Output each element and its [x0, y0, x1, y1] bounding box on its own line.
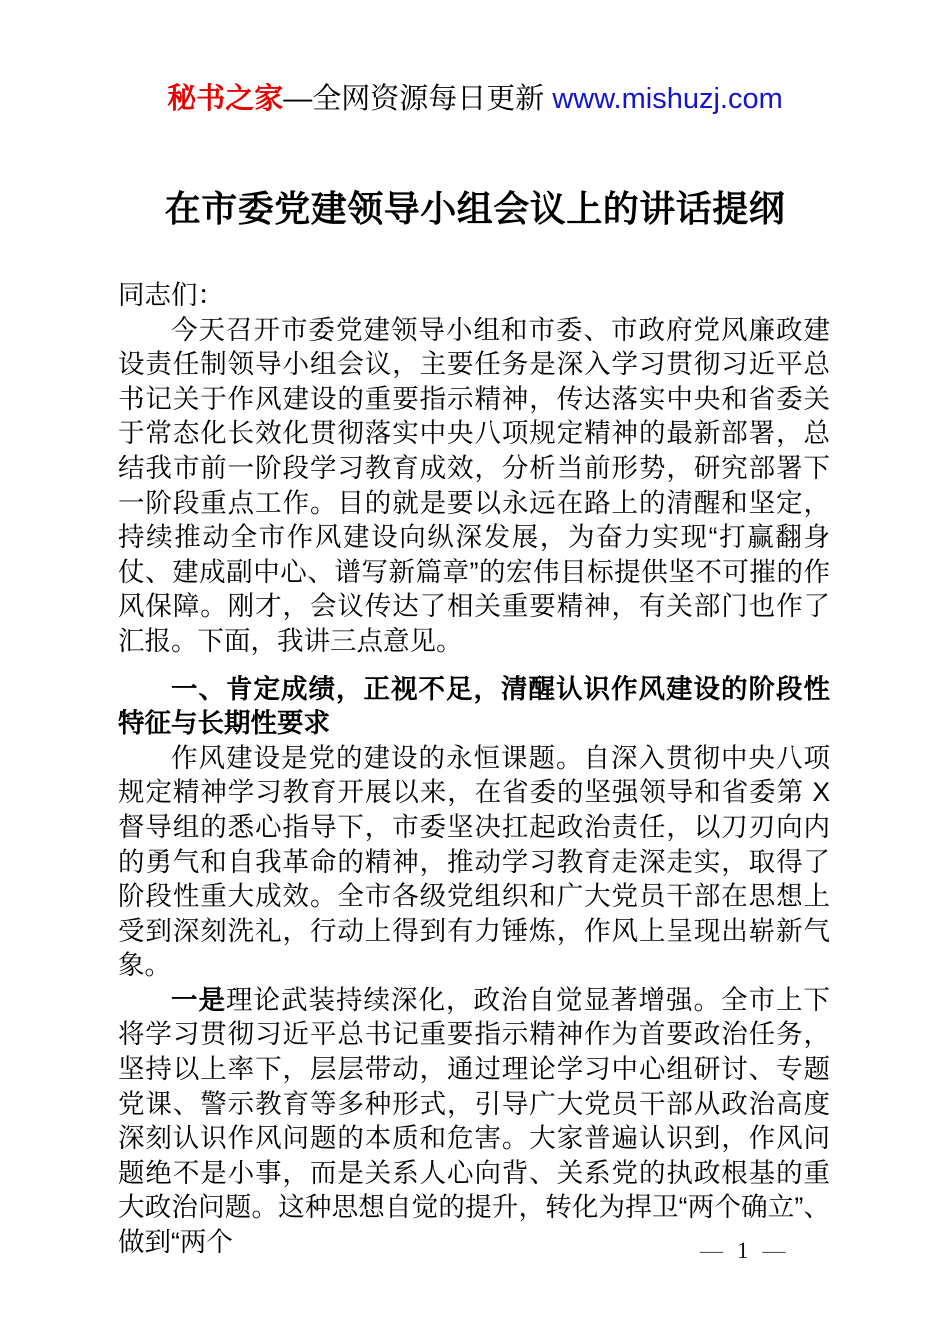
- page-number: [700, 1238, 786, 1264]
- paragraph: 作风建设是党的建设的永恒课题。自深入贯彻中央八项规定精神学习教育开展以来，在省委的坚强领导和省委第 X 督导组的悉心指导下，市委坚决扛起政治责任，以刀刃向内的勇气和自我革命的精神，推动学习教育走深走实，取得了阶段性重大成效。全市各级党组织和广大党员干部在思想上受到深刻洗礼，行动上得到有力锤炼，作风上呈现出崭新气象。: [118, 742, 830, 981]
- section-heading: 一、肯定成绩，正视不足，清醒认识作风建设的阶段性特征与长期性要求: [118, 673, 830, 739]
- document-body: [118, 278, 830, 1260]
- paragraph: 一是理论武装持续深化，政治自觉显著增强。全市上下将学习贯彻习近平总书记重要指示精神作为首要政治任务，坚持以上率下，层层带动，通过理论学习中心组研讨、专题党课、警示教育等多种形式，引导广大党员干部从政治高度深刻认识作风问题的本质和危害。大家普遍认识到，作风问题绝不是小事，而是关系人心向背、关系党的执政根基的重大政治问题。这种思想自觉的提升，转化为捍卫“两个确立”、做到“两个: [118, 984, 830, 1258]
- paragraph: 同志们：: [118, 280, 224, 310]
- paragraph-bold-prefix: 一是: [171, 984, 226, 1015]
- site-name: 秘书之家: [167, 83, 284, 115]
- page-number-value: 1: [737, 1238, 749, 1263]
- header-banner: [0, 83, 950, 115]
- page-number-dash-left: —: [700, 1238, 723, 1263]
- header-tagline: —全网资源每日更新: [283, 83, 553, 115]
- paragraph: 今天召开市委党建领导小组和市委、市政府党风廉政建设责任制领导小组会议，主要任务是深入学习贯彻习近平总书记关于作风建设的重要指示精神，传达落实中央和省委关于常态化长效化贯彻落实中央八项规定精神的最新部署，总结我市前一阶段学习教育成效，分析当前形势，研究部署下一阶段重点工作。目的就是要以永远在路上的清醒和坚定，持续推动全市作风建设向纵深发展，为奋力实现“打赢翻身仗、建成副中心、谱写新篇章”的宏伟目标提供坚不可摧的作风保障。刚才，会议传达了相关重要精神，有关部门也作了汇报。下面，我讲三点意见。: [118, 314, 830, 656]
- document-title: 在市委党建领导小组会议上的讲话提纲: [164, 188, 786, 229]
- page-number-dash-right: —: [762, 1238, 786, 1263]
- site-url-link[interactable]: www.mishuzj.com: [552, 83, 783, 115]
